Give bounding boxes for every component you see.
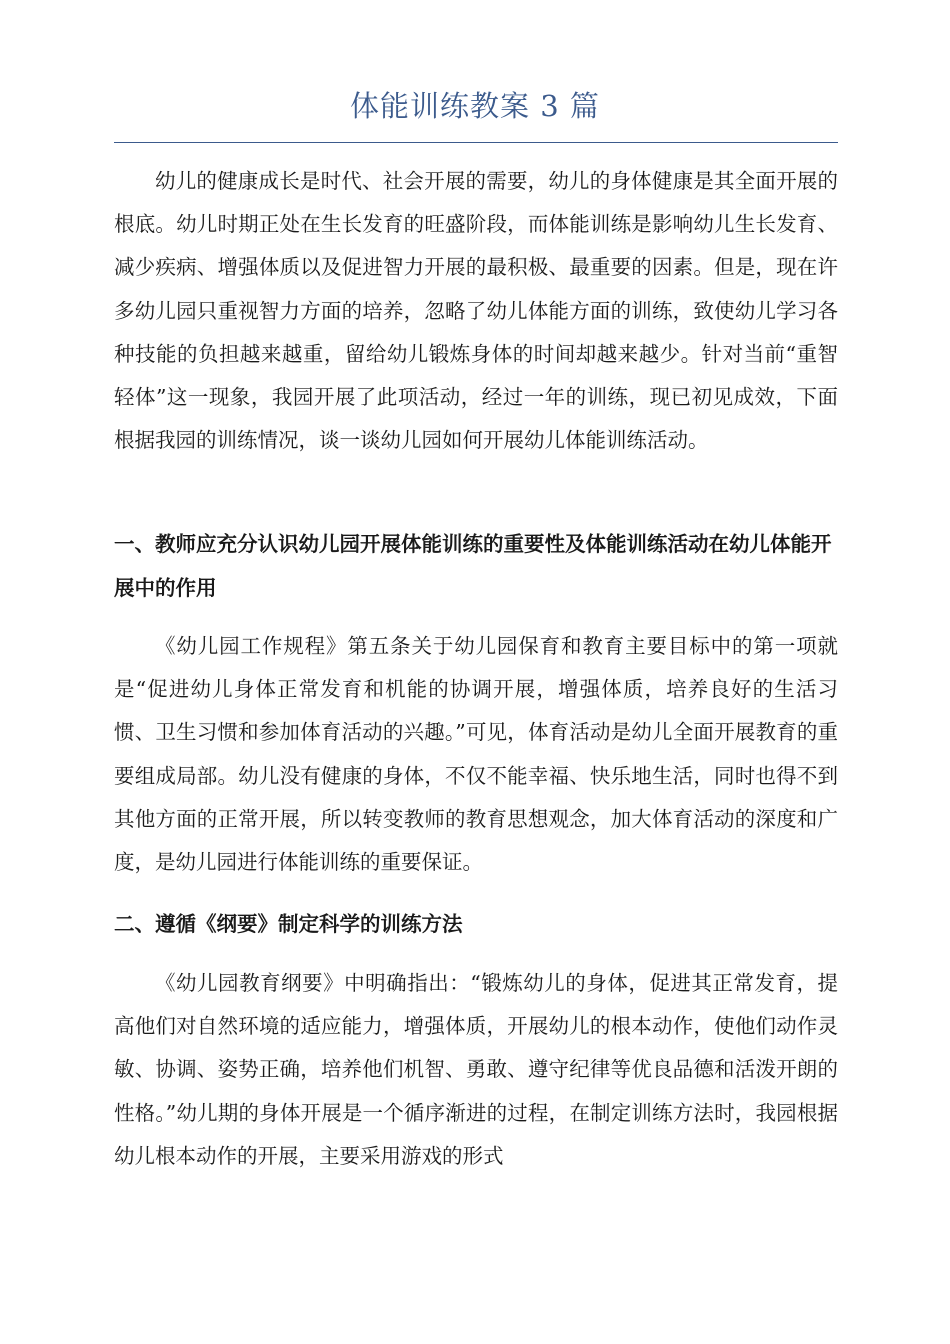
intro-paragraph: 幼儿的健康成长是时代、社会开展的需要，幼儿的身体健康是其全面开展的根底。幼儿时期正处在生长发育的旺盛阶段，而体能训练是影响幼儿生长发育、减少疾病、增强体质以及促进智力开展的最积极、最重要的因素。但是，现在许多幼儿园只重视智力方面的培养，忽略了幼儿体能方面的训练，致使幼儿学习各种技能的负担越来越重，留给幼儿锻炼身体的时间却越来越少。针对当前“重智轻体”这一现象，我园开展了此项活动，经过一年的训练，现已初见成效，下面根据我园的训练情况，谈一谈幼儿园如何开展幼儿体能训练活动。 [114, 169, 838, 453]
document-title: 体能训练教案 3 篇 [350, 89, 600, 123]
section-heading-1: 一、教师应充分认识幼儿园开展体能训练的重要性及体能训练活动在幼儿体能开展中的作用 [114, 532, 832, 600]
section-2-paragraph: 《幼儿园教育纲要》中明确指出：“锻炼幼儿的身体，促进其正常发育，提高他们对自然环境的适应能力，增强体质，开展幼儿的根本动作，使他们动作灵敏、协调、姿势正确，培养他们机智、勇敢、遵守纪律等优良品德和活泼开朗的性格。”幼儿期的身体开展是一个循序渐进的过程，在制定训练方法时，我园根据幼儿根本动作的开展，主要采用游戏的形式 [114, 971, 838, 1168]
section-heading-2: 二、遵循《纲要》制定科学的训练方法 [114, 912, 463, 936]
title-underline [114, 142, 838, 143]
section-1-paragraph: 《幼儿园工作规程》第五条关于幼儿园保育和教育主要目标中的第一项就是“促进幼儿身体正常发育和机能的协调开展，增强体质，培养良好的生活习惯、卫生习惯和参加体育活动的兴趣。”可见，体育活动是幼儿全面开展教育的重要组成局部。幼儿没有健康的身体，不仅不能幸福、快乐地生活，同时也得不到其他方面的正常开展，所以转变教师的教育思想观念，加大体育活动的深度和广度，是幼儿园进行体能训练的重要保证。 [114, 634, 838, 875]
